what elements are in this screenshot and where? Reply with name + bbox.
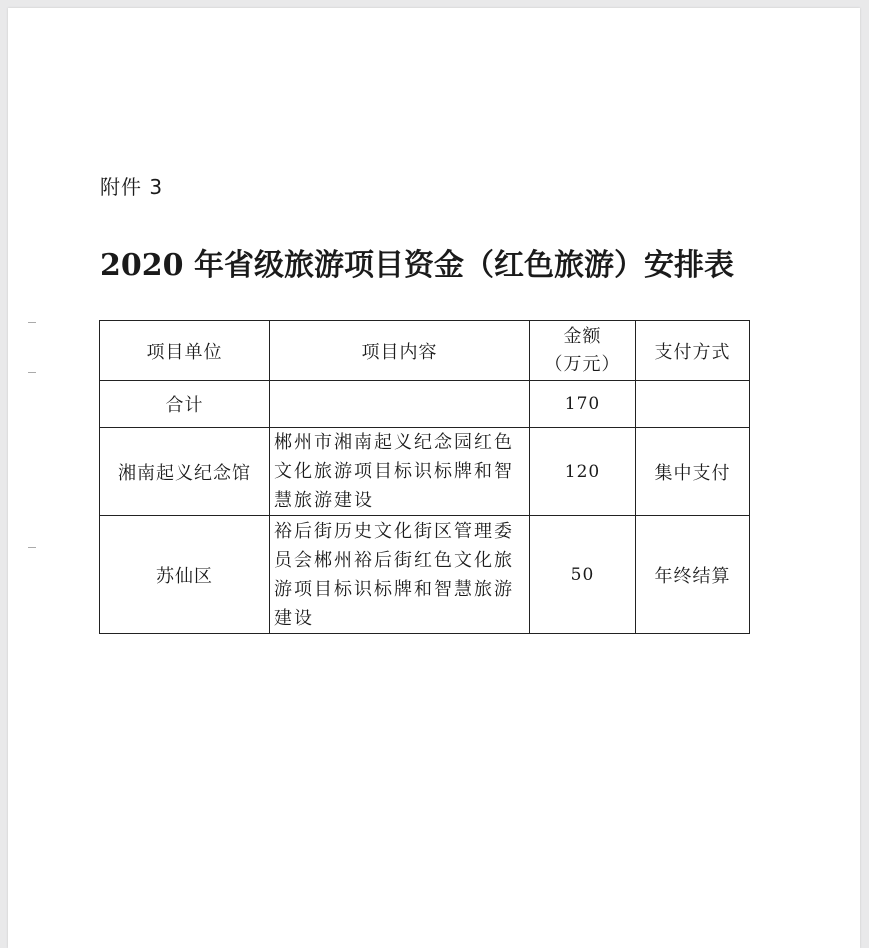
header-amount-label: 金额 bbox=[563, 325, 602, 347]
row-content: 裕后街历史文化街区管理委员会郴州裕后街红色文化旅游项目标识标牌和智慧旅游建设 bbox=[270, 516, 530, 634]
header-unit: 项目单位 bbox=[100, 321, 270, 381]
scan-margin-mark bbox=[28, 547, 36, 548]
funding-allocation-table bbox=[99, 320, 750, 634]
header-content: 项目内容 bbox=[270, 321, 530, 381]
scan-margin-mark bbox=[28, 372, 36, 373]
header-amount bbox=[530, 321, 636, 381]
row-content: 郴州市湘南起义纪念园红色文化旅游项目标识标牌和智慧旅游建设 bbox=[270, 428, 530, 516]
document-title: 2020 年省级旅游项目资金（红色旅游）安排表 bbox=[100, 248, 734, 283]
total-label: 合计 bbox=[100, 381, 270, 428]
row-payment: 集中支付 bbox=[636, 428, 750, 516]
table-row bbox=[100, 516, 750, 634]
row-amount: 50 bbox=[530, 516, 636, 634]
row-payment: 年终结算 bbox=[636, 516, 750, 634]
row-amount: 120 bbox=[530, 428, 636, 516]
row-unit: 湘南起义纪念馆 bbox=[100, 428, 270, 516]
table-row bbox=[100, 428, 750, 516]
total-row bbox=[100, 381, 750, 428]
scan-margin-mark bbox=[28, 322, 36, 323]
table-header-row bbox=[100, 321, 750, 381]
header-payment: 支付方式 bbox=[636, 321, 750, 381]
total-content bbox=[270, 381, 530, 428]
attachment-label: 附件 3 bbox=[100, 175, 164, 199]
total-payment bbox=[636, 381, 750, 428]
total-amount: 170 bbox=[530, 381, 636, 428]
header-amount-unit: （万元） bbox=[544, 353, 621, 375]
row-unit: 苏仙区 bbox=[100, 516, 270, 634]
